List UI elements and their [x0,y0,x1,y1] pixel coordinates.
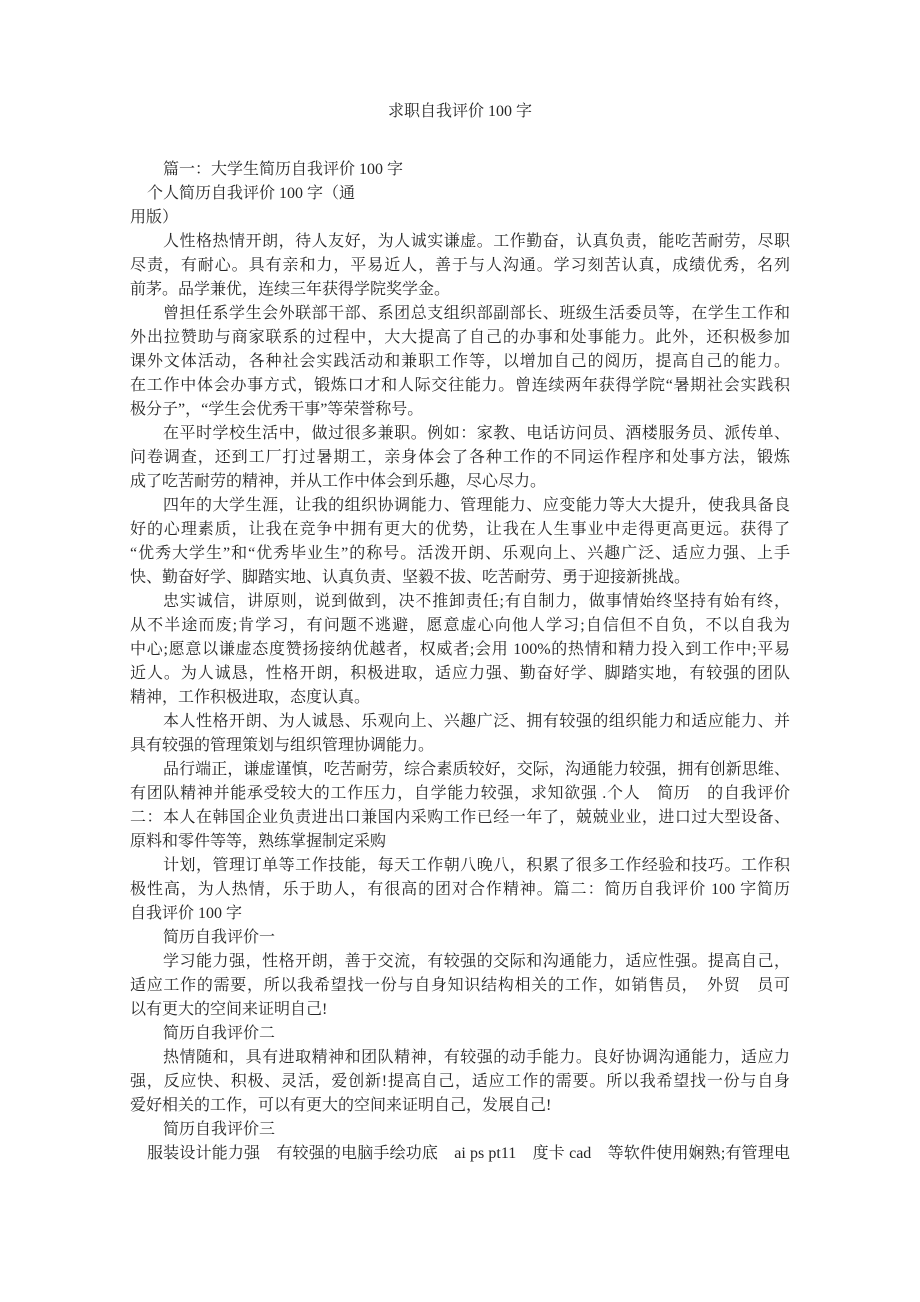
text-line: 品行端正，谦虚谨慎，吃苦耐劳，综合素质较好，交际，沟通能力较强，拥有创新思维、 [163,761,790,778]
text-line: 外出拉赞助与商家联系的过程中，大大提高了自己的办事和处事能力。此外，还积极参加 [130,329,790,346]
document-title: 求职自我评价 100 字 [387,103,532,120]
text-line: 好的心理素质，让我在竞争中拥有更大的优势，让我在人生事业中走得更高更远。获得了 [130,521,790,538]
text-line: 成了吃苦耐劳的精神，并从工作中体会到乐趣，尽心尽力。 [130,473,547,490]
text-line: 二：本人在韩国企业负责进出口兼国内采购工作已经一年了，兢兢业业，进口过大型设备、 [130,809,790,826]
text-line: 中心;愿意以谦虚态度赞扬接纳优越者，权威者;会用 100%的热情和精力投入到工作中;平易 [130,641,790,658]
text-line: 以有更大的空间来证明自己! [130,1001,328,1018]
text-line: “优秀大学生”和“优秀毕业生”的称号。活泼开朗、乐观向上、兴趣广泛、适应力强、上手 [130,545,790,562]
text-line: 篇一：大学生简历自我评价 100 字 [163,161,404,178]
text-line: 人性格热情开朗，待人友好，为人诚实谦虚。工作勤奋，认真负责，能吃苦耐劳，尽职 [163,233,790,250]
text-line: 用版） [130,209,179,226]
text-line: 四年的大学生涯，让我的组织协调能力、管理能力、应变能力等大大提升，使我具备良 [163,497,790,514]
text-line: 原料和零件等等，熟练掌握制定采购 [130,833,387,850]
text-line: 在工作中体会办事方式，锻炼口才和人际交往能力。曾连续两年获得学院“暑期社会实践积 [130,377,790,394]
text-line: 简历自我评价二 [163,1025,276,1042]
text-line: 精神，工作积极进取，态度认真。 [130,689,371,706]
text-line: 简历自我评价三 [163,1121,276,1138]
text-line: 强，反应快、积极、灵活，爱创新!提高自己，适应工作的需要。所以我希望找一份与自身 [130,1073,790,1090]
text-line: 本人性格开朗、为人诚恳、乐观向上、兴趣广泛、拥有较强的组织能力和适应能力、并 [163,713,790,730]
text-line: 近人。为人诚恳，性格开朗，积极进取，适应力强、勤奋好学、脚踏实地，有较强的团队 [130,665,790,682]
text-line: 曾担任系学生会外联部干部、系团总支组织部副部长、班级生活委员等，在学生工作和 [163,305,790,322]
text-line: 自我评价 100 字 [130,905,243,922]
text-line: 适应工作的需要，所以我希望找一份与自身知识结构相关的工作，如销售员， 外贸 员可 [130,977,790,994]
text-line: 从不半途而废;肯学习，有问题不逃避，愿意虚心向他人学习;自信但不自负，不以自我为 [130,617,790,634]
text-line: 尽责，有耐心。具有亲和力，平易近人，善于与人沟通。学习刻苦认真，成绩优秀，名列 [130,257,790,274]
text-line: 爱好相关的工作，可以有更大的空间来证明自己，发展自己! [130,1097,552,1114]
text-line: 热情随和，具有进取精神和团队精神，有较强的动手能力。良好协调沟通能力，适应力 [163,1049,790,1066]
text-line: 忠实诚信，讲原则，说到做到，决不推卸责任;有自制力，做事情始终坚持有始有终， [163,593,790,610]
text-line: 服装设计能力强 有较强的电脑手绘功底 ai ps pt11 度卡 cad 等软件使用娴熟;有管理电 [147,1145,790,1162]
text-line: 课外文体活动，各种社会实践活动和兼职工作等，以增加自己的阅历，提高自己的能力。 [130,353,790,370]
text-line: 快、勤奋好学、脚踏实地、认真负责、坚毅不拔、吃苦耐劳、勇于迎接新挑战。 [130,569,691,586]
text-line: 问卷调查，还到工厂打过暑期工，亲身体会了各种工作的不同运作程序和处事方法，锻炼 [130,449,790,466]
text-line: 前茅。品学兼优，连续三年获得学院奖学金。 [130,281,451,298]
text-line: 极分子”，“学生会优秀干事”等荣誉称号。 [130,401,424,418]
text-line: 在平时学校生活中，做过很多兼职。例如：家教、电话访问员、酒楼服务员、派传单、 [163,425,790,442]
document-body [130,158,790,1166]
text-line: 学习能力强，性格开朗，善于交流，有较强的交际和沟通能力，适应性强。提高自己， [163,953,790,970]
text-line: 具有较强的管理策划与组织管理协调能力。 [130,737,435,754]
text-line: 计划，管理订单等工作技能，每天工作朝八晚八，积累了很多工作经验和技巧。工作积 [163,857,790,874]
text-line: 简历自我评价一 [163,929,276,946]
text-line: 极性高，为人热情，乐于助人，有很高的团对合作精神。篇二：简历自我评价 100 字简历 [130,881,790,898]
text-line: 有团队精神并能承受较大的工作压力，自学能力较强，求知欲强 .个人 简历 的自我评价 [130,785,790,802]
text-line: 个人简历自我评价 100 字（通 [147,185,356,202]
